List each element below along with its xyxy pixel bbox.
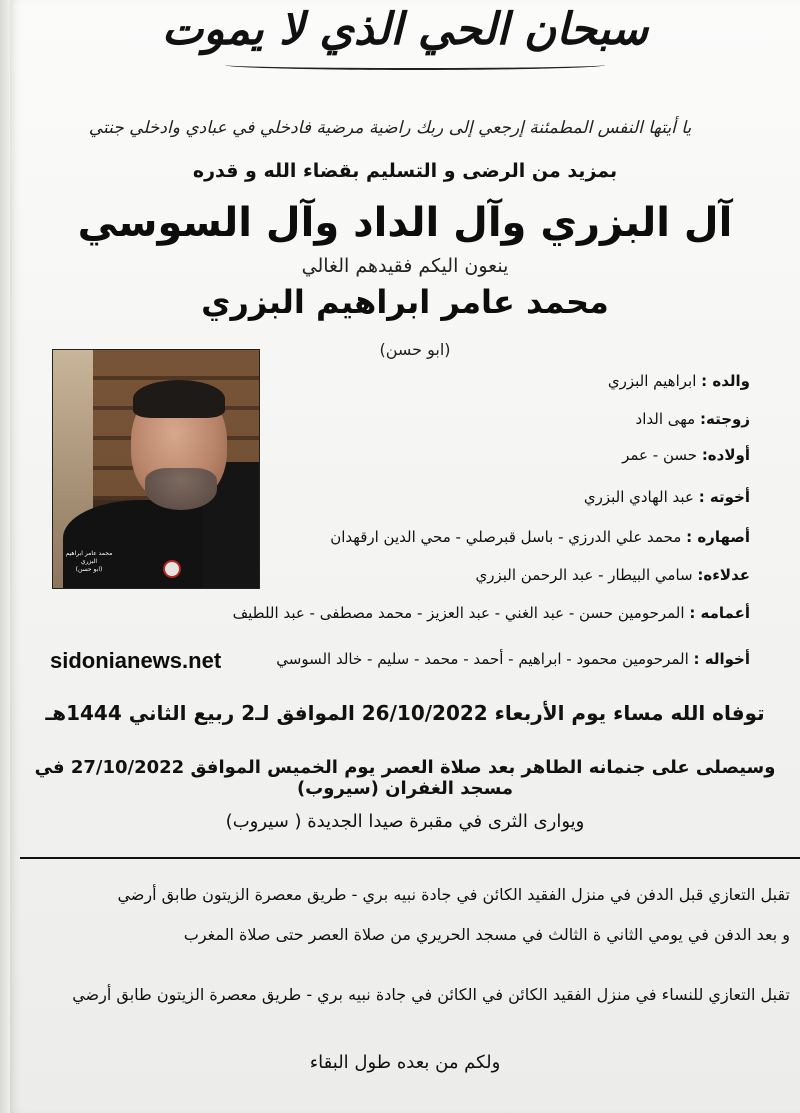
deceased-nickname: (ابو حسن)	[379, 340, 451, 359]
obituary-page	[10, 0, 800, 1113]
condolence-after-burial: و بعد الدفن في يومي الثاني ة الثالث في مسجد الحريري من صلاة العصر حتى صلاة المغرب	[183, 925, 790, 944]
funeral-prayer-line: وسيصلى على جنمانه الطاهر بعد صلاة العصر يوم الخميس الموافق 27/10/2022 في مسجد الغفران (سيروب)	[34, 757, 776, 799]
photo-pin-badge	[163, 560, 181, 578]
relative-label: أخوته :	[698, 488, 750, 506]
page-edge	[0, 0, 10, 1113]
relative-value: سامي البيطار - عبد الرحمن البزري	[475, 566, 693, 584]
relative-wife	[190, 410, 750, 428]
relative-label: والده :	[701, 372, 750, 390]
families-title: آل البزري وآل الداد وآل السوسي	[77, 200, 733, 246]
relative-value: محمد علي الدرزي - باسل قبرصلي - محي الدين ارقهدان	[330, 528, 682, 546]
photo-caption	[57, 550, 121, 574]
burial-line: ويوارى الثرى في مقبرة صيدا الجديدة ( سيروب)	[225, 811, 585, 832]
relative-father	[190, 372, 750, 390]
condolence-women: تقبل التعازي للنساء في منزل الفقيد الكائن في الكائن في جادة نبيه بري - طريق معصرة الزيتون طابق أرضي	[72, 985, 790, 1004]
quran-verse-line: يا أيتها النفس المطمئنة إرجعي إلى ربك راضية مرضية فادخلي في عبادي وادخلي جنتي	[88, 118, 692, 138]
relative-label: أعمامه :	[689, 604, 750, 622]
mourn-line: ينعون اليكم فقيدهم الغالي	[301, 255, 509, 277]
photo-caption-name: محمد عامر ابراهيم البزري	[65, 550, 113, 565]
relative-brothers-in-law	[190, 566, 750, 584]
photo-caption-nickname: (ابو حسن)	[75, 566, 103, 573]
condolence-before-burial: تقبل التعازي قبل الدفن في منزل الفقيد الكائن في جادة نبيه بري - طريق معصرة الزيتون طابق أرضي	[117, 885, 790, 904]
relative-paternal-uncles	[190, 604, 750, 622]
relative-label: أصهاره :	[686, 528, 750, 546]
relative-value: ابراهيم البزري	[607, 372, 697, 390]
relative-value: المرحومين محمود - ابراهيم - أحمد - محمد - سليم - خالد السوسي	[276, 650, 689, 668]
acceptance-line: بمزيد من الرضى و التسليم بقضاء الله و قدره	[192, 160, 618, 182]
header-verse-flourish	[225, 60, 605, 70]
relative-maternal-uncles	[190, 650, 750, 668]
relative-children	[190, 446, 750, 464]
relative-label: أولاده:	[701, 446, 750, 464]
site-watermark: sidonianews.net	[50, 648, 222, 673]
relative-value: حسن - عمر	[622, 446, 698, 464]
header-verse: سبحان الحي الذي لا يموت	[161, 4, 649, 55]
relative-in-laws	[190, 528, 750, 546]
relative-label: زوجته:	[700, 410, 750, 428]
relative-value: المرحومين حسن - عبد الغني - عبد العزيز - محمد مصطفى - عبد اللطيف	[232, 604, 685, 622]
relative-value: عبد الهادي البزري	[583, 488, 694, 506]
closing-line: ولكم من بعده طول البقاء	[309, 1052, 501, 1073]
relative-label: أخواله :	[693, 650, 750, 668]
relative-value: مهى الداد	[635, 410, 696, 428]
relative-brothers	[190, 488, 750, 506]
deceased-name: محمد عامر ابراهيم البزري	[201, 283, 609, 321]
death-date-line: توفاه الله مساء يوم الأربعاء 26/10/2022 الموافق لـ2 ربيع الثاني 1444هـ	[45, 701, 765, 725]
section-divider	[20, 857, 800, 859]
relative-label: عدلاءه:	[697, 566, 750, 584]
